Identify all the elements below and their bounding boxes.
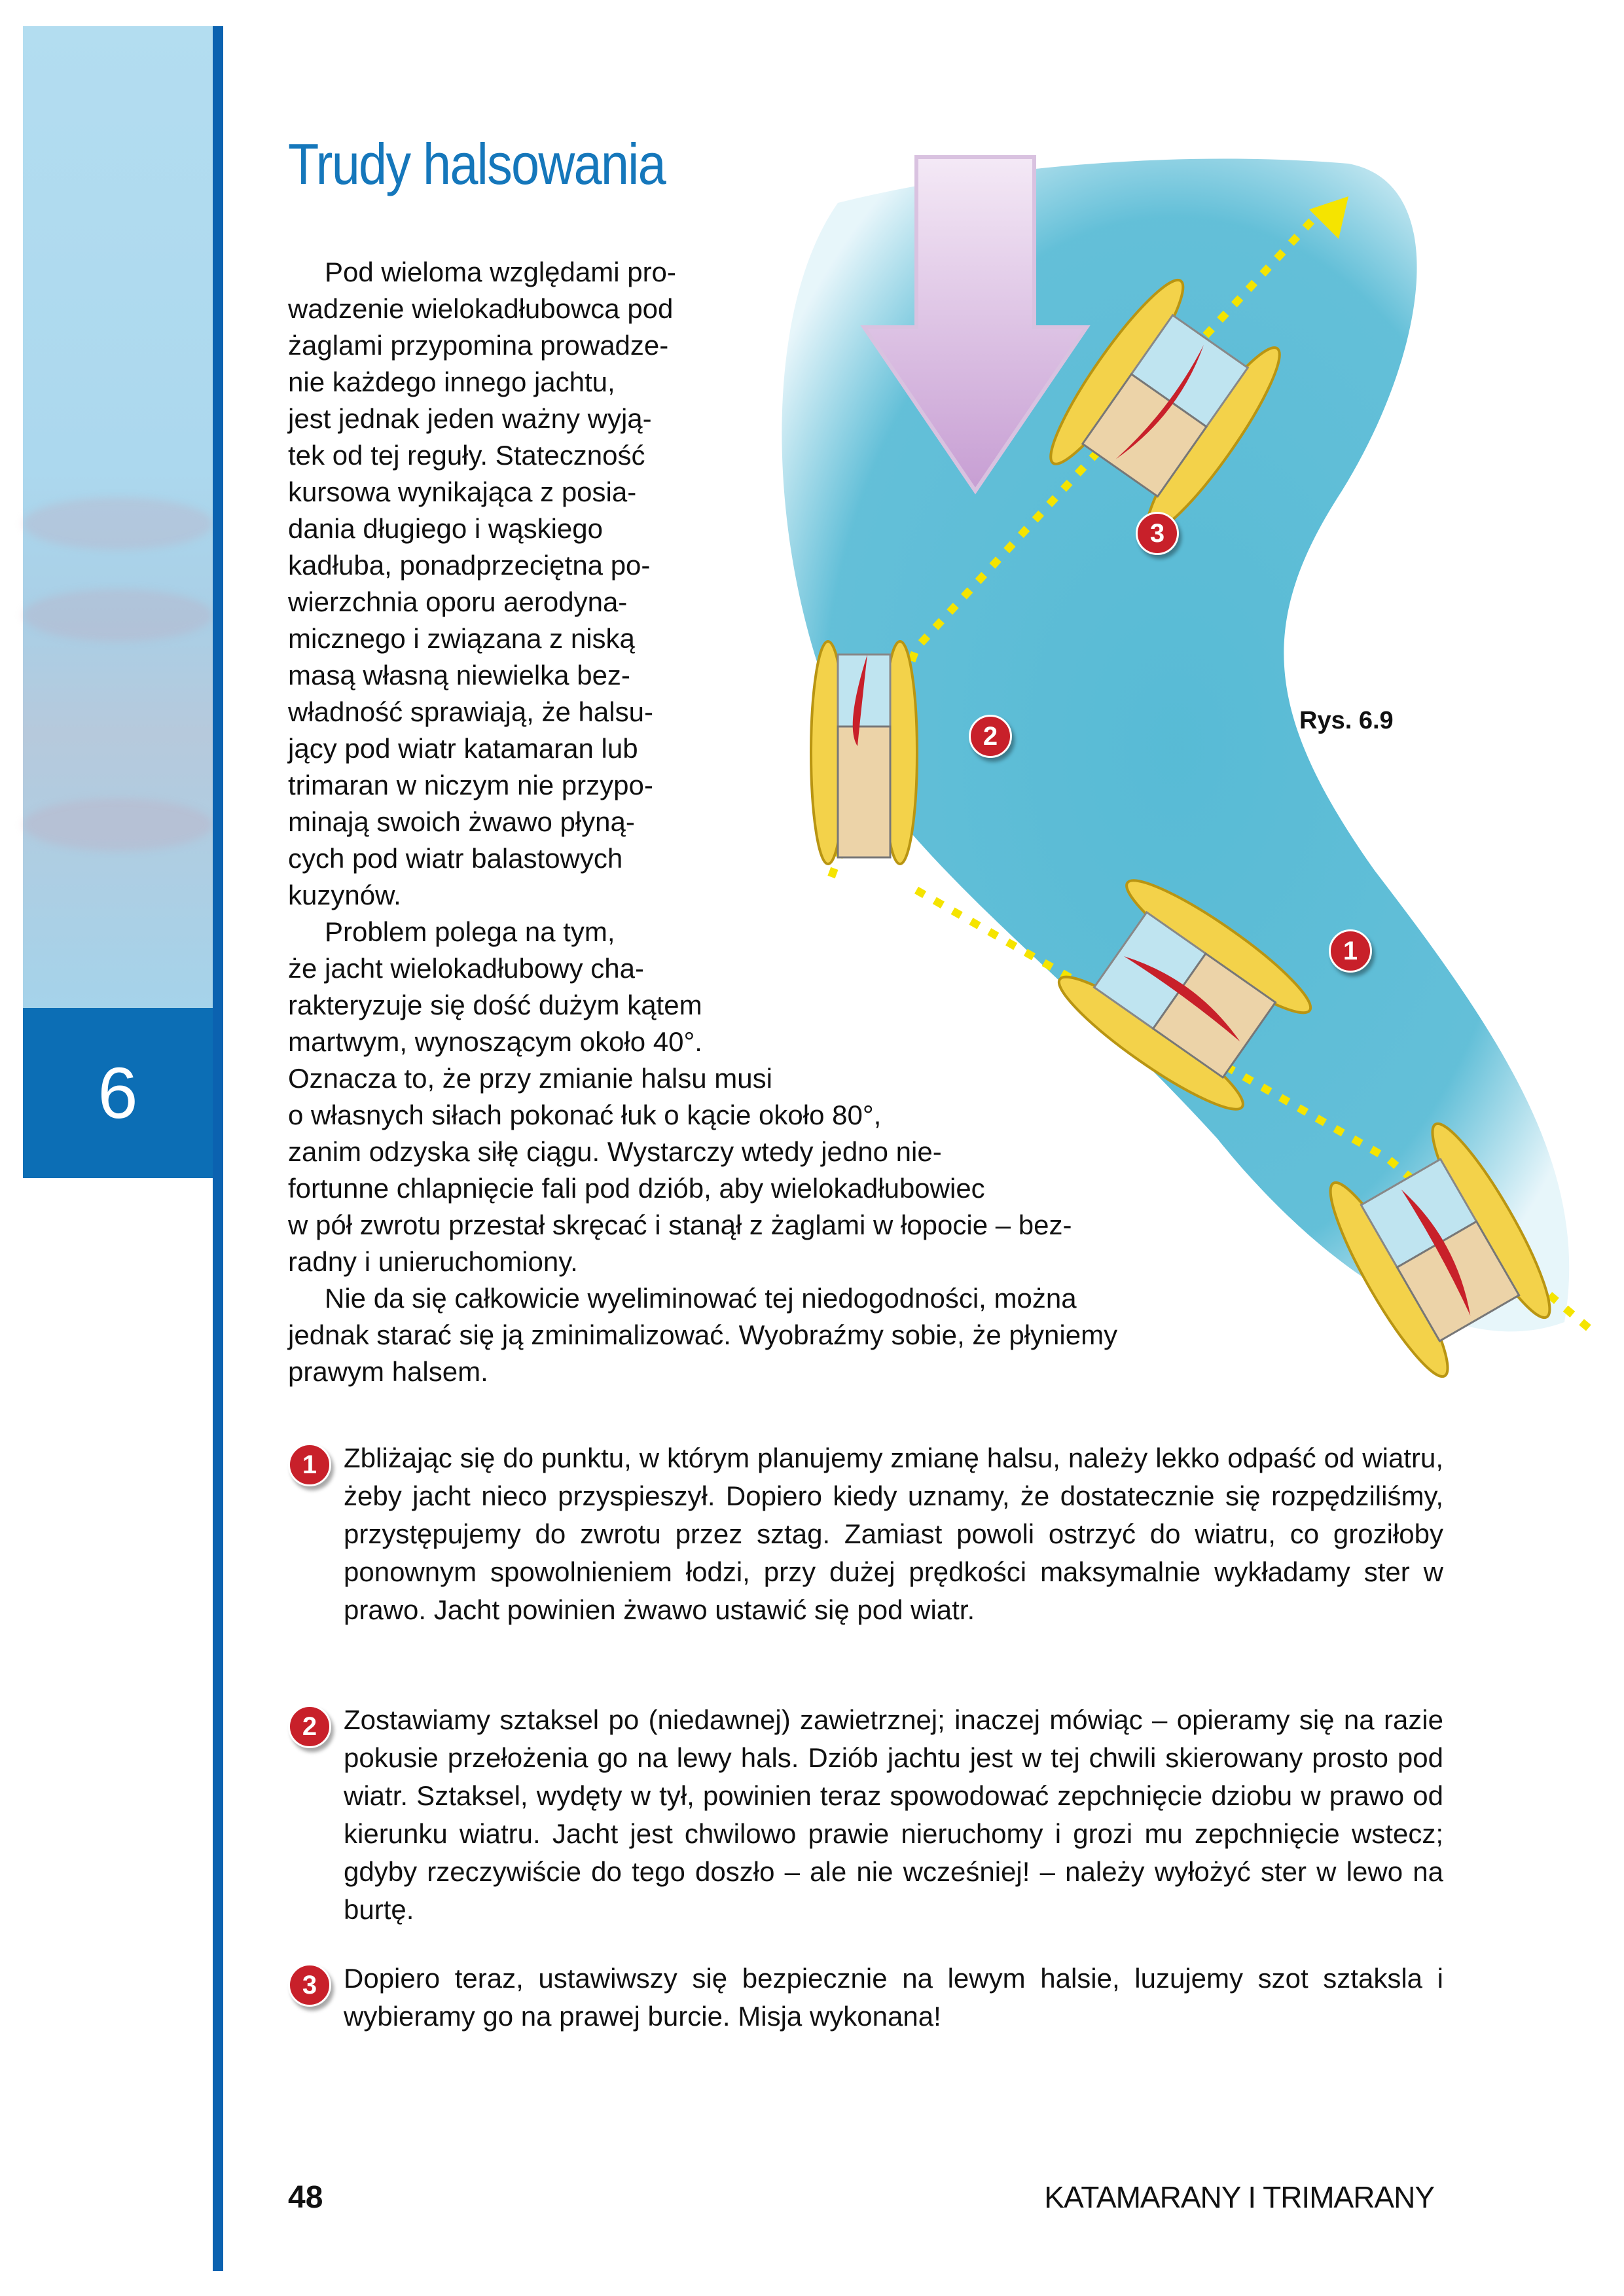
text-line: martwym, wynoszącym około 40°. (288, 1026, 702, 1057)
running-footer-title: KATAMARANY I TRIMARANY (1044, 2180, 1434, 2214)
text-line: że jacht wielokadłubowy cha- (288, 953, 644, 984)
step-text: Dopiero teraz, ustawiwszy się bezpiecznie na lewym halsie, luzujemy szot sztaksla i wybieramy go na prawej burcie. Misja wykonana! (344, 1963, 1443, 2032)
text-line: jący pod wiatr katamaran lub (288, 733, 638, 764)
wave-decoration (23, 589, 213, 641)
text-line: Nie da się całkowicie wyeliminować tej niedogodności, można (325, 1283, 1077, 1314)
text-line: jest jednak jeden ważny wyją- (288, 403, 652, 434)
text-line: rakteryzuje się dość dużym kątem (288, 990, 702, 1020)
text-line: o własnych siłach pokonać łuk o kącie około 80°, (288, 1100, 882, 1130)
text-line: masą własną niewielka bez- (288, 660, 630, 691)
text-line: cych pod wiatr balastowych (288, 843, 623, 874)
step-text: Zbliżając się do punktu, w którym planujemy zmianę halsu, należy lekko odpaść od wiatru, żeby jacht nieco przyspieszył. Dopiero kiedy uznamy, że dostatecznie się rozpędziliśmy, przystępujemy do zwrotu przez sztag. Zamiast powoli ostrzyć do wiatru, co groziłoby ponownym spowolnieniem łodzi, przy dużej prędkości maksymalnie wykładamy ster w prawo. Jacht powinien żwawo ustawić się pod wiatr. (344, 1443, 1443, 1625)
step-number-badge: 2 (288, 1705, 331, 1748)
wave-decoration (23, 798, 213, 851)
text-line: Problem polega na tym, (325, 916, 615, 947)
intro-paragraph-1 (288, 254, 1117, 1390)
text-line: tek od tej reguły. Stateczność (288, 440, 645, 471)
text-line: w pół zwrotu przestał skręcać i stanął z żaglami w łopocie – bez- (288, 1210, 1072, 1240)
text-line: dania długiego i wąskiego (288, 513, 604, 544)
step-number-badge: 3 (288, 1964, 331, 2007)
text-line: Oznacza to, że przy zmianie halsu musi (288, 1063, 772, 1094)
text-line: prawym halsem. (288, 1356, 488, 1387)
wave-decoration (23, 497, 213, 550)
text-line: trimaran w niczym nie przypo- (288, 770, 653, 800)
text-line: kuzynów. (288, 880, 401, 910)
text-line: wierzchnia oporu aerodyna- (288, 586, 628, 617)
text-line: Pod wieloma względami pro- (325, 257, 676, 287)
chapter-tab (23, 1008, 213, 1178)
page-title: Trudy halsowania (288, 132, 665, 196)
text-line: wadzenie wielokadłubowca pod (288, 293, 674, 324)
page-number: 48 (288, 2180, 323, 2215)
text-line: kadłuba, ponadprzeciętna po- (288, 550, 651, 581)
figure-marker-2: 2 (969, 715, 1012, 758)
vertical-rule (213, 26, 223, 2271)
chapter-number: 6 (98, 1052, 138, 1134)
text-line: fortunne chlapnięcie fali pod dziób, aby wielokadłubowiec (288, 1173, 985, 1204)
text-line: kursowa wynikająca z posia- (288, 476, 637, 507)
text-line: minają swoich żwawo płyną- (288, 806, 635, 837)
figure-marker-3: 3 (1136, 512, 1179, 555)
step-text: Zostawiamy sztaksel po (niedawnej) zawietrznej; inaczej mówiąc – opieramy się na razie pokusie przełożenia go na lewy hals. Dziób jachtu jest w tej chwili skierowany prosto pod wiatr. Sztaksel, wydęty w tył, powinien teraz spowodować zepchnięcie dziobu w prawo od kierunku wiatru. Jacht jest chwilowo prawie nieruchomy i grozi mu zepchnięcie wstecz; gdyby rzeczywiście do tego doszło – ale nie wcześniej! – należy wyłożyć ster w lewo na burtę. (344, 1704, 1443, 1925)
text-line: żaglami przypomina prowadze- (288, 330, 669, 361)
text-line: nie każdego innego jachtu, (288, 367, 615, 397)
side-photo-strip (23, 26, 213, 1008)
figure-label: Rys. 6.9 (1299, 707, 1394, 734)
step-number-badge: 1 (288, 1443, 331, 1486)
text-line: micznego i związana z niską (288, 623, 635, 654)
text-line: władność sprawiają, że halsu- (288, 696, 653, 727)
figure-marker-1: 1 (1329, 929, 1372, 973)
text-line: zanim odzyska siłę ciągu. Wystarczy wtedy jedno nie- (288, 1136, 942, 1167)
text-line: radny i unieruchomiony. (288, 1246, 578, 1277)
text-line: jednak starać się ją zminimalizować. Wyobraźmy sobie, że płyniemy (288, 1319, 1118, 1350)
